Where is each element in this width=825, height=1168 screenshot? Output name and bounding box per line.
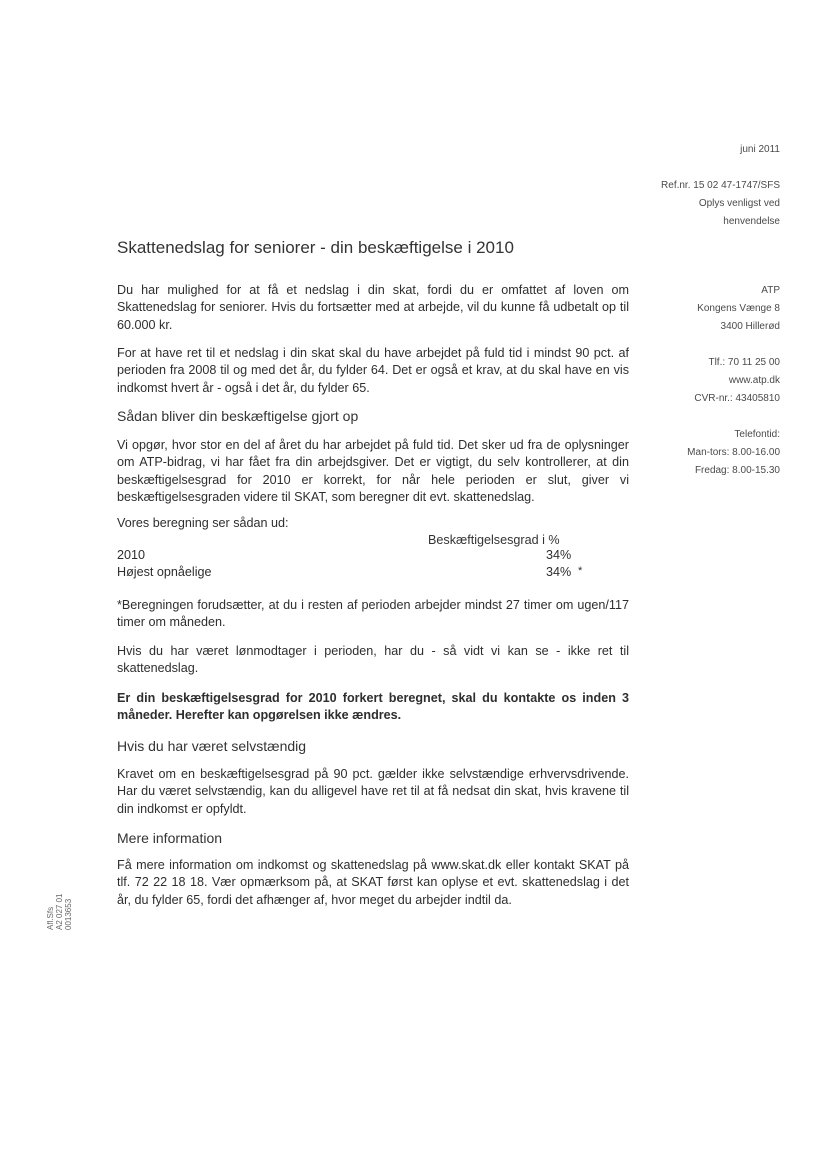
paragraph-footnote: *Beregningen forudsætter, at du i resten af perioden arbejder mindst 27 timer om ugen/117 timer om måneden.	[117, 598, 629, 630]
reference-note-line2: henvendelse	[723, 216, 780, 227]
margin-code-line1: Afl.Sfs	[46, 906, 55, 930]
calculation-intro: Vores beregning ser sådan ud:	[117, 516, 289, 530]
sender-web: www.atp.dk	[728, 375, 780, 386]
table-row-value-2010: 34%	[546, 548, 572, 562]
table-row-label-max: Højest opnåelige	[117, 565, 212, 579]
paragraph-intro: Du har mulighed for at få et nedslag i din skat, fordi du er omfattet af loven om Skattenedslag for seniorer. Hvis du fortsætter med at arbejde, vil du kunne få udbetalt op til 60.000 kr.	[117, 283, 629, 332]
margin-code-line2: A2 027 01	[55, 893, 64, 930]
table-row-footnote-mark: *	[578, 565, 583, 577]
section-heading-more-info: Mere information	[117, 830, 223, 846]
paragraph-wage-earner: Hvis du har været lønmodtager i perioden, har du - så vidt vi kan se - ikke ret til skattenedslag.	[117, 644, 629, 676]
sender-cvr: CVR-nr.: 43405810	[694, 393, 780, 404]
paragraph-eligibility: For at have ret til et nedslag i din skat skal du have arbejdet på fuld tid i mindst 90 pct. af perioden fra 2008 til og med det år, du fylder 64. Det er også et krav, at du skal have en vis indkomst hvert år - også i det år, du fylder 65.	[117, 346, 629, 395]
table-header: Beskæftigelsesgrad i %	[428, 533, 560, 547]
margin-code	[46, 894, 73, 930]
section-heading-self-employed: Hvis du har været selvstændig	[117, 738, 307, 754]
sender-street: Kongens Vænge 8	[697, 303, 780, 314]
margin-code-line3: 0013653	[64, 898, 73, 930]
table-row-label-2010: 2010	[117, 548, 146, 562]
section-heading-calculation: Sådan bliver din beskæftigelse gjort op	[117, 408, 359, 424]
hours-friday: Fredag: 8.00-15.30	[694, 465, 780, 476]
sender-city: 3400 Hillerød	[720, 321, 780, 332]
paragraph-deadline: Er din beskæftigelsesgrad for 2010 forkert beregnet, skal du kontakte os inden 3 måneder. Herefter kan opgørelsen ikke ændres.	[117, 691, 629, 723]
paragraph-self-employed: Kravet om en beskæftigelsesgrad på 90 pct. gælder ikke selvstændige erhvervsdrivende. Har du været selvstændig, kan du alligevel have ret til at få nedsat din skat, hvis kravene til din indkomst er opfyldt.	[117, 767, 629, 816]
paragraph-calculation: Vi opgør, hvor stor en del af året du har arbejdet på fuld tid. Det sker ud fra de oplysninger om ATP-bidrag, vi har fået fra din arbejdsgiver. Det er vigtigt, du selv kontrollerer, at din beskæftigelsesgrad for 2010 er korrekt, for når hele perioden er slut, giver vi beskæftigelsesgraden videre til SKAT, som beregner dit evt. skattenedslag.	[117, 438, 629, 505]
sender-name: ATP	[761, 285, 780, 296]
hours-weekdays: Man-tors: 8.00-16.00	[687, 447, 780, 458]
reference-note-line1: Oplys venligst ved	[698, 198, 780, 209]
sender-phone: Tlf.: 70 11 25 00	[708, 357, 780, 368]
reference-number: Ref.nr. 15 02 47-1747/SFS	[661, 180, 780, 191]
phone-hours-label: Telefontid:	[734, 429, 780, 440]
table-row-value-max: 34%	[546, 565, 572, 579]
paragraph-more-info: Få mere information om indkomst og skattenedslag på www.skat.dk eller kontakt SKAT på tlf. 72 22 18 18. Vær opmærksom på, at SKAT først kan oplyse et evt. skattenedslag i det år, du fylder 65, fordi det afhænger af, hvor meget du arbejder indtil da.	[117, 858, 629, 907]
sender-block	[687, 282, 780, 480]
letter-date: juni 2011	[740, 144, 780, 155]
letter-title: Skattenedslag for seniorer - din beskæftigelse i 2010	[117, 238, 514, 257]
